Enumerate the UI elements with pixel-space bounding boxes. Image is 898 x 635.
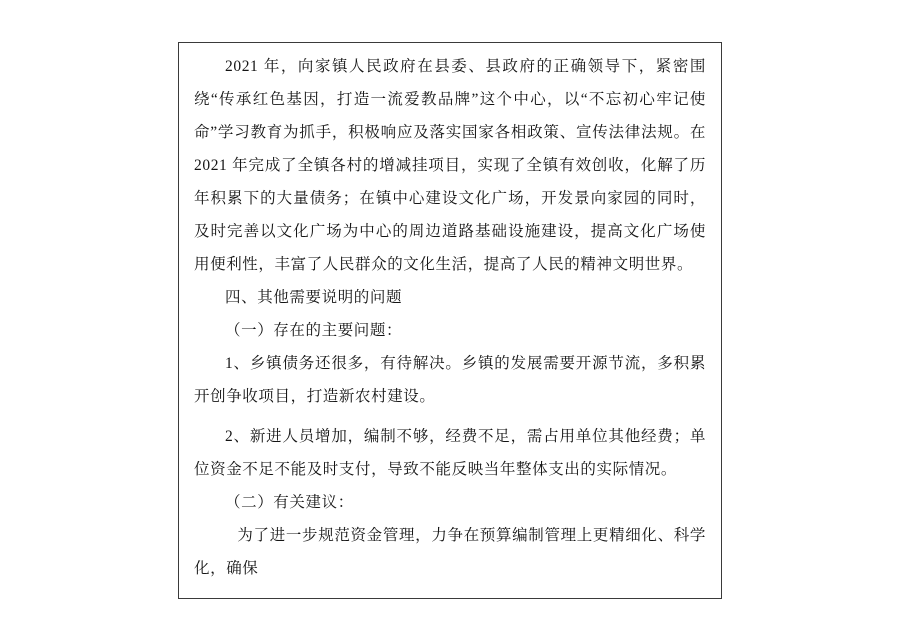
heading-subsection-1-main-problems: （一）存在的主要问题： xyxy=(225,322,403,339)
content-frame xyxy=(178,42,722,599)
paragraph-problem-1-town-debt: 1、乡镇债务还很多，有待解决。乡镇的发展需要开源节流，多积累开创争收项目，打造新农村建设。 xyxy=(194,355,706,405)
heading-subsection-2-suggestions: （二）有关建议： xyxy=(225,494,354,511)
heading-section-4-other-issues: 四、其他需要说明的问题 xyxy=(225,289,403,306)
paragraph-problem-2-staffing-funds: 2、新进人员增加，编制不够，经费不足，需占用单位其他经费；单位资金不足不能及时支付，导致不能反映当年整体支出的实际情况。 xyxy=(194,428,706,478)
paragraph-intro-2021-summary: 2021 年，向家镇人民政府在县委、县政府的正确领导下，紧密围绕“传承红色基因，打造一流爱教品牌”这个中心，以“不忘初心牢记使命”学习教育为抓手，积极响应及落实国家各相政策、宣传法律法规。在 2021 年完成了全镇各村的增减挂项目，实现了全镇有效创收，化解了历年积累下的大量债务；在镇中心建设文化广场，开发景向家园的同时，及时完善以文化广场为中心的周边道路基础设施建设，提高文化广场使用便利性，丰富了人民群众的文化生活，提高了人民的精神文明世界。 xyxy=(194,58,706,273)
paragraph-suggestion-budget-management: 为了进一步规范资金管理，力争在预算编制管理上更精细化、科学化，确保 xyxy=(194,527,706,577)
